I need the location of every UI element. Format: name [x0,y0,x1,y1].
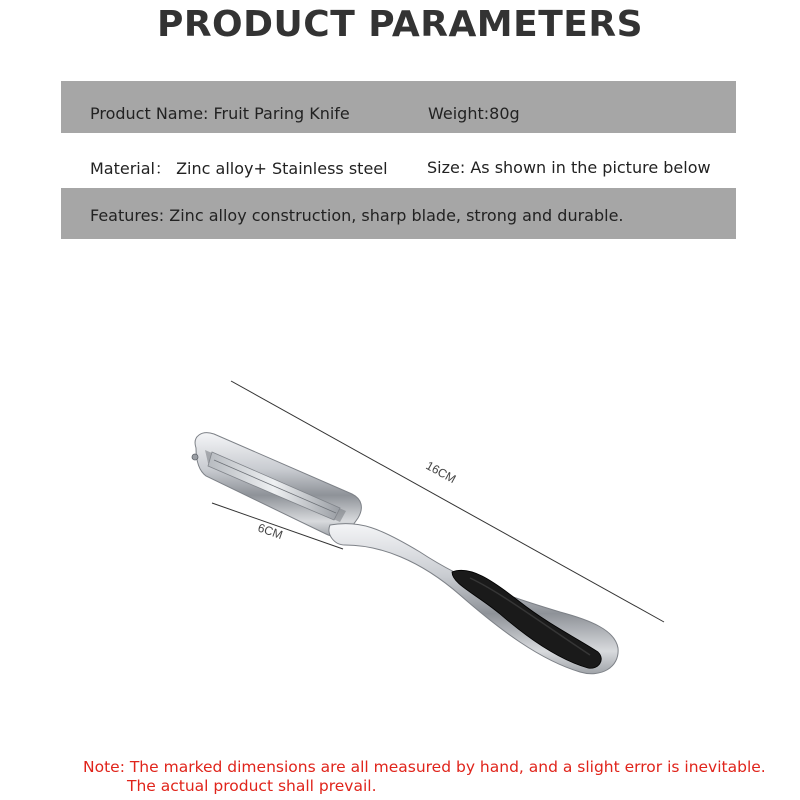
material-text: Material： Zinc alloy+ Stainless steel [90,159,388,178]
disclaimer-note [83,758,766,796]
weight-text: Weight:80g [428,104,520,123]
features-text: Features: Zinc alloy construction, sharp blade, strong and durable. [90,206,624,225]
width-dimension-label: 6CM [256,520,285,543]
length-dimension-label: 16CM [423,458,459,487]
peeler-handle [329,524,618,674]
note-line-2: The actual product shall prevail. [127,777,377,795]
peeler-head [192,433,361,537]
page-title: PRODUCT PARAMETERS [156,4,644,45]
size-text: Size: As shown in the picture below [427,158,711,177]
note-line-1: Note: The marked dimensions are all measured by hand, and a slight error is inevitable. [83,758,766,776]
product-name-text: Product Name: Fruit Paring Knife [90,104,350,123]
